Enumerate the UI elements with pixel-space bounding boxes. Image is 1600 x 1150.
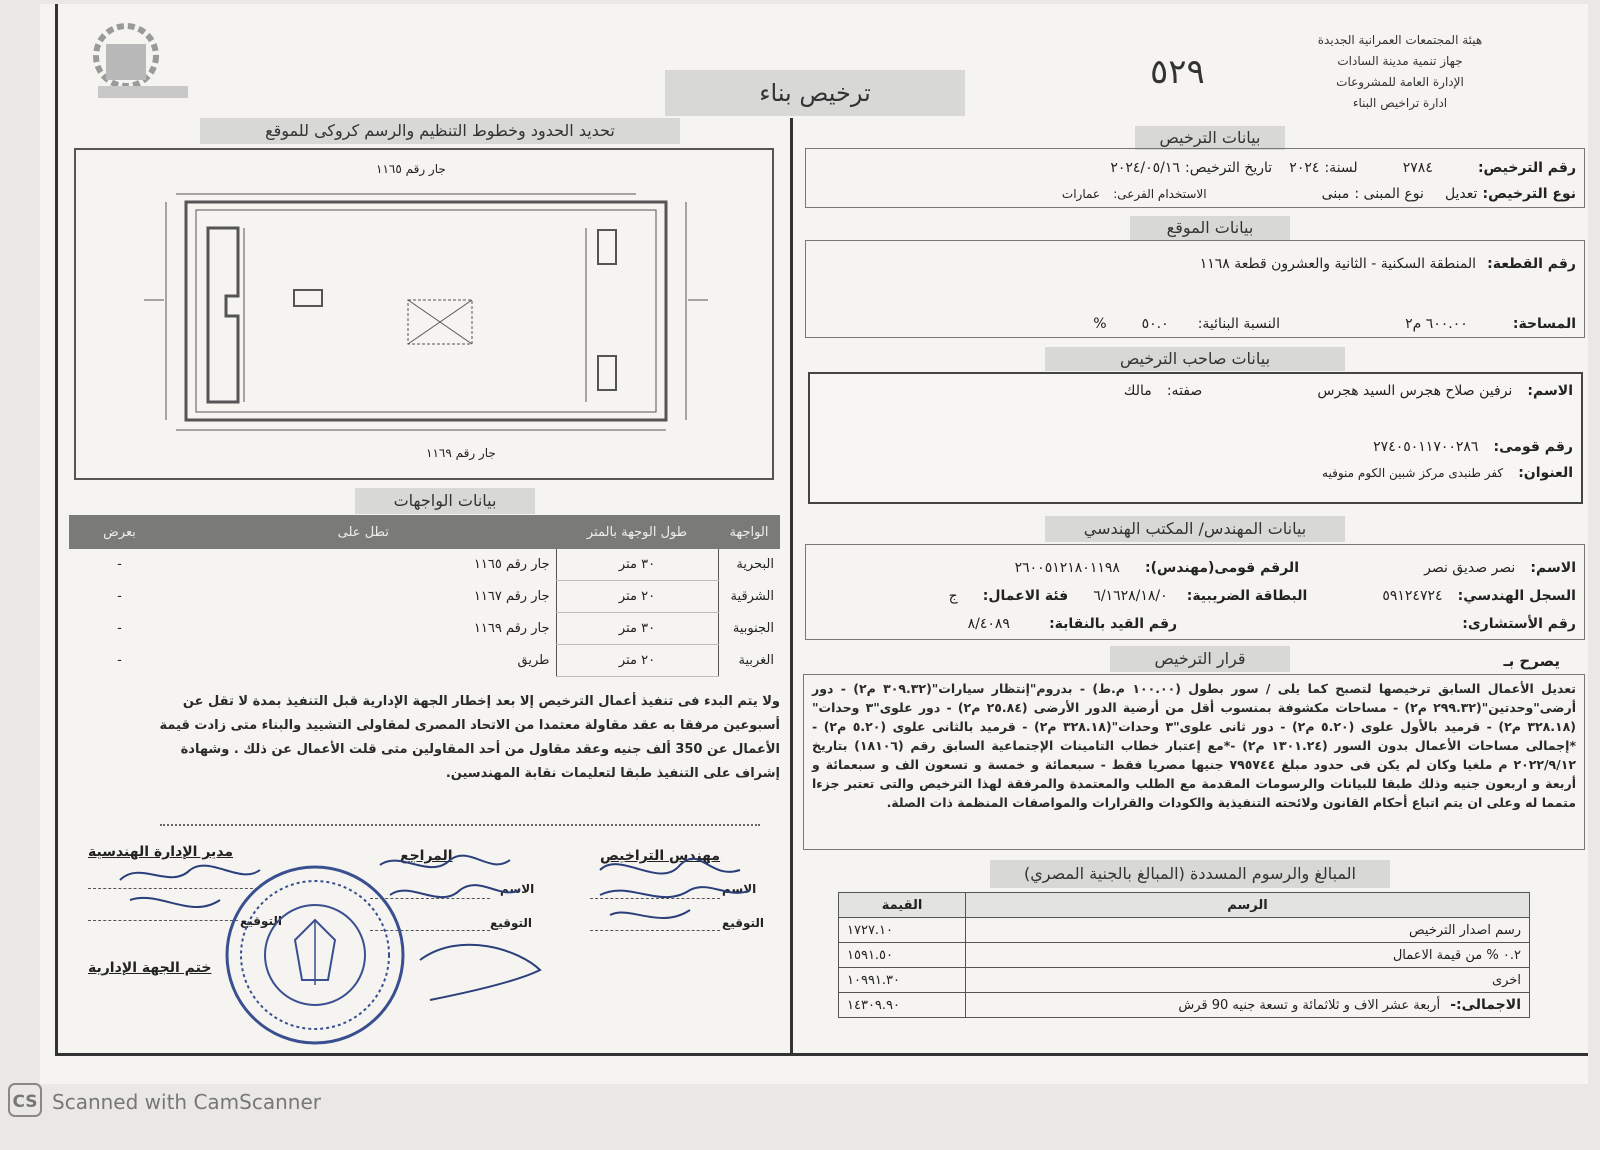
owner-address-value: كفر طنبدى مركز شبين الكوم منوفيه xyxy=(1322,466,1504,480)
owner-name-label: الاسم: xyxy=(1527,383,1573,399)
top-neighbor-label: جار رقم ١١٦٥ xyxy=(376,162,446,176)
syndicate-value: ٨/٤٠٨٩ xyxy=(967,616,1010,632)
table-row xyxy=(839,968,1530,993)
owner-capacity-value: مالك xyxy=(1123,383,1152,399)
facade-length: ٣٠ متر xyxy=(556,549,718,581)
organization-logo xyxy=(78,14,198,104)
license-data-box xyxy=(805,148,1585,208)
license-number-label: رقم الترخيص: xyxy=(1477,160,1576,176)
fee-value: ١٠٩٩١.٣٠ xyxy=(839,968,966,993)
facade-overlook: جار رقم ١١٦٩ xyxy=(473,621,550,636)
area-value: ٦٠٠.٠٠ م٢ xyxy=(1405,316,1468,332)
owner-name-value: نرفين صلاح هجرس السيد هجرس xyxy=(1317,383,1513,399)
facade-length: ٣٠ متر xyxy=(556,613,718,645)
fee-value: ١٥٩١.٥٠ xyxy=(839,943,966,968)
fee-name: اخرى xyxy=(966,968,1530,993)
table-row xyxy=(69,581,781,613)
facade-name: الشرقية xyxy=(730,589,774,604)
facade-length: ٢٠ متر xyxy=(556,581,718,613)
license-date-value: ٢٠٢٤/٠٥/١٦ xyxy=(1110,160,1180,176)
licensing-engineer-signature-label: التوقيع xyxy=(722,916,764,930)
license-type-value: تعديل xyxy=(1444,186,1478,202)
decision-box xyxy=(803,674,1585,850)
engineer-data-box xyxy=(805,544,1585,640)
serial-number: ٥٢٩ xyxy=(1150,52,1205,92)
license-year-value: ٢٠٢٤ xyxy=(1289,160,1320,176)
building-type-label: نوع المبنى : xyxy=(1354,186,1424,202)
notice-text: ولا يتم البدء فى تنفيذ أعمال الترخيص إلا بعد إخطار الجهة الإدارية قبل التنفيذ بمدة لا تقل عن أسبوعين مرفقا به عقد مقاولة معتمدا من الاتحاد المصرى لمقاولى التشييد والبناء متى زادت قيمة الأعمال عن 350 ألف جنيه وعقد مقاول من أحد المقاولين متى قلت الأعمال عن ذلك . وشهادة إشراف على التنفيذ طبقا لتعليمات نقابة المهندسين. xyxy=(159,694,780,781)
authority-line: الإدارة العامة للمشروعات xyxy=(1336,75,1464,89)
consultant-label: رقم الأستشارى: xyxy=(1462,616,1576,632)
total-words: أربعة عشر الاف و ثلاثمائة و تسعة جنيه 90 قرش xyxy=(1178,998,1441,1013)
owner-national-id-label: رقم قومى: xyxy=(1493,439,1573,455)
authority-line: ادارة تراخيص البناء xyxy=(1352,96,1448,110)
fees-table xyxy=(838,892,1530,1018)
sub-use-value: عمارات xyxy=(1061,187,1101,201)
site-data-box xyxy=(805,240,1585,338)
facade-name: الغربية xyxy=(738,653,774,668)
licensing-engineer-title: مهندس التراخيص xyxy=(600,848,721,864)
engineer-national-id-value: ٢٦٠٠٥١٢١٨٠١١٩٨ xyxy=(1014,560,1120,576)
eng-reg-value: ٥٩١٢٤٧٢٤ xyxy=(1382,588,1443,604)
main-title: ترخيص بناء xyxy=(665,70,965,116)
facade-width: - xyxy=(117,653,122,668)
reviewer-title: المراجع xyxy=(400,848,453,864)
facade-width: - xyxy=(117,557,122,573)
decision-text: تعديل الأعمال السابق ترخيصها لتصبح كما يلى / سور بطول (١٠٠.٠٠ م.ط) - بدروم"إنتظار سيارات"(٣٠٩.٣٢ م٢) - دور أرضى"وحدتين"(٢٩٩.٣٢ م٢) - مساحات مكشوفة بمنسوب أقل من أرضية الدور الأرضى (٢٥.٨٤ م٢) - دور علوى"٣ وحدات"(٣٢٨.١٨ م٢) - قرميد بالأول علوى (٥.٢٠ م٢) - دور ثانى علوى"٣ وحدات"(٣٢٨.١٨ م٢) - قرميد بالثانى علوى (٥.٢٠ م٢) -*إجمالى مساحات الأعمال بدون السور (١٣٠١.٢٤ م٢) -*مع إعتبار خطاب التامينات الإجتماعية السابق رقم (١٨١٠٦) بتاريخ ٢٠٢٢/٩/١٢ م ملغيا وكان لم يكن فى حدود مبلغ ٧٩٥٧٤٤ جنيها مصريا فقط - سبعمائة و خمسة و تسعون الف و سبعمائة و أربعة و اربعون جنيه وذلك طبقا للبيانات والرسومات المقدمة مع الطلب والمعتمدة والمرفقة لهذا الترخيص والتى تعتبر جزءا متمما له وعلى ان يتم اتباع أحكام القانون ولائحته التنفيذية والكودات والقرارات والمواصفات المنظمة ذات الصلة. xyxy=(812,681,1576,810)
column-divider xyxy=(790,118,793,1056)
authority-header xyxy=(1300,30,1500,114)
facade-overlook: جار رقم ١١٦٥ xyxy=(473,557,550,573)
engineer-data-title: بيانات المهندس/ المكتب الهندسي xyxy=(1045,516,1345,542)
permit-label: يصرح بـ xyxy=(1503,652,1560,670)
total-value: ١٤٣٠٩.٩٠ xyxy=(839,993,966,1018)
handwritten-signatures xyxy=(100,850,780,1050)
facade-name: البحرية xyxy=(736,557,774,573)
authority-line: جهاز تنمية مدينة السادات xyxy=(1337,54,1463,68)
sub-use-label: الاستخدام الفرعى: xyxy=(1113,187,1207,201)
camscanner-logo: CS xyxy=(8,1083,42,1117)
works-class-value: ج xyxy=(948,588,958,604)
facades-header-row xyxy=(69,515,781,549)
engineer-name-value: نصر صديق نصر xyxy=(1424,560,1516,576)
official-seal-icon xyxy=(220,860,410,1050)
fee-name: رسم اصدار الترخيص xyxy=(966,918,1530,943)
works-class-label: فئة الاعمال: xyxy=(982,588,1069,604)
decision-title: قرار الترخيص xyxy=(1110,646,1290,672)
site-plan-drawing xyxy=(126,186,726,446)
director-signature-label: التوقيع xyxy=(240,914,282,928)
reviewer-name-label: الاسم xyxy=(500,882,535,896)
table-row xyxy=(839,943,1530,968)
bottom-neighbor-label: جار رقم ١١٦٩ xyxy=(426,446,496,460)
dotted-separator xyxy=(160,824,760,826)
facades-table xyxy=(68,515,780,677)
facade-overlook: طريق xyxy=(517,653,550,668)
fee-name: ٠.٢ % من قيمة الاعمال xyxy=(966,943,1530,968)
engineer-national-id-label: الرقم قومى(مهندس): xyxy=(1145,560,1299,576)
administration-seal-title: ختم الجهة الإدارية xyxy=(88,960,212,976)
facade-width: - xyxy=(117,589,122,604)
area-label: المساحة: xyxy=(1512,316,1576,332)
engineer-name-label: الاسم: xyxy=(1530,560,1576,576)
table-row xyxy=(69,549,781,581)
facade-column-header: الواجهة xyxy=(718,515,780,549)
syndicate-label: رقم القيد بالنقابة: xyxy=(1049,616,1178,632)
license-date-label: تاريخ الترخيص: xyxy=(1185,160,1273,176)
tax-card-label: البطاقة الضريبية: xyxy=(1186,588,1308,604)
eng-reg-label: السجل الهندسي: xyxy=(1457,588,1576,604)
ratio-value: ٥٠.٠ xyxy=(1141,316,1169,332)
overlook-column-header: تطل على xyxy=(171,515,557,549)
value-column-header: القيمة xyxy=(839,893,966,918)
fees-total-row xyxy=(839,993,1530,1018)
site-plan-title: تحديد الحدود وخطوط التنظيم والرسم كروكى للموقع xyxy=(200,118,680,144)
licensing-engineer-name-label: الاسم xyxy=(722,882,757,896)
tax-card-value: ٦/١٦٢٨/١٨/٠ xyxy=(1093,588,1168,604)
license-number-value: ٢٧٨٤ xyxy=(1402,160,1433,176)
fees-title: المبالغ والرسوم المسددة (المبالغ بالجنية المصري) xyxy=(990,860,1390,888)
width-column-header: بعرض xyxy=(69,515,171,549)
engineering-director-title: مدير الإدارة الهندسية xyxy=(88,844,234,860)
length-column-header: طول الوجهة بالمتر xyxy=(556,515,718,549)
owner-data-box xyxy=(808,372,1583,504)
camscanner-text: Scanned with CamScanner xyxy=(52,1090,321,1114)
fee-column-header: الرسم xyxy=(966,893,1530,918)
license-year-label: لسنة: xyxy=(1324,160,1358,176)
building-type-value: مبنى xyxy=(1321,186,1350,202)
facade-length: ٢٠ متر xyxy=(556,645,718,677)
facade-overlook: جار رقم ١١٦٧ xyxy=(473,589,550,604)
license-type-label: نوع الترخيص: xyxy=(1482,186,1576,202)
fee-value: ١٧٢٧.١٠ xyxy=(839,918,966,943)
ratio-label: النسبة البنائية: xyxy=(1197,316,1280,332)
facade-name: الجنوبية xyxy=(732,621,774,636)
reviewer-signature-label: التوقيع xyxy=(490,916,532,930)
ratio-unit: % xyxy=(1093,316,1107,332)
table-row xyxy=(69,613,781,645)
plot-value: المنطقة السكنية - الثانية والعشرون قطعة ١١٦٨ xyxy=(1199,256,1477,272)
plot-label: رقم القطعة: xyxy=(1487,256,1576,272)
owner-address-label: العنوان: xyxy=(1518,465,1573,481)
authority-line: هيئة المجتمعات العمرانية الجديدة xyxy=(1317,33,1483,47)
facade-width: - xyxy=(117,621,122,636)
table-row xyxy=(69,645,781,677)
facades-title: بيانات الواجهات xyxy=(355,488,535,514)
table-row xyxy=(839,918,1530,943)
total-label: الاجمالى:- xyxy=(1450,997,1521,1013)
fees-header-row xyxy=(839,893,1530,918)
owner-capacity-label: صفته: xyxy=(1166,383,1203,399)
license-data-title: بيانات الترخيص xyxy=(1135,126,1285,150)
site-data-title: بيانات الموقع xyxy=(1130,216,1290,240)
site-plan-box xyxy=(74,148,774,480)
owner-national-id-value: ٢٧٤٠٥٠١١٧٠٠٢٨٦ xyxy=(1373,439,1479,455)
owner-data-title: بيانات صاحب الترخيص xyxy=(1045,347,1345,371)
